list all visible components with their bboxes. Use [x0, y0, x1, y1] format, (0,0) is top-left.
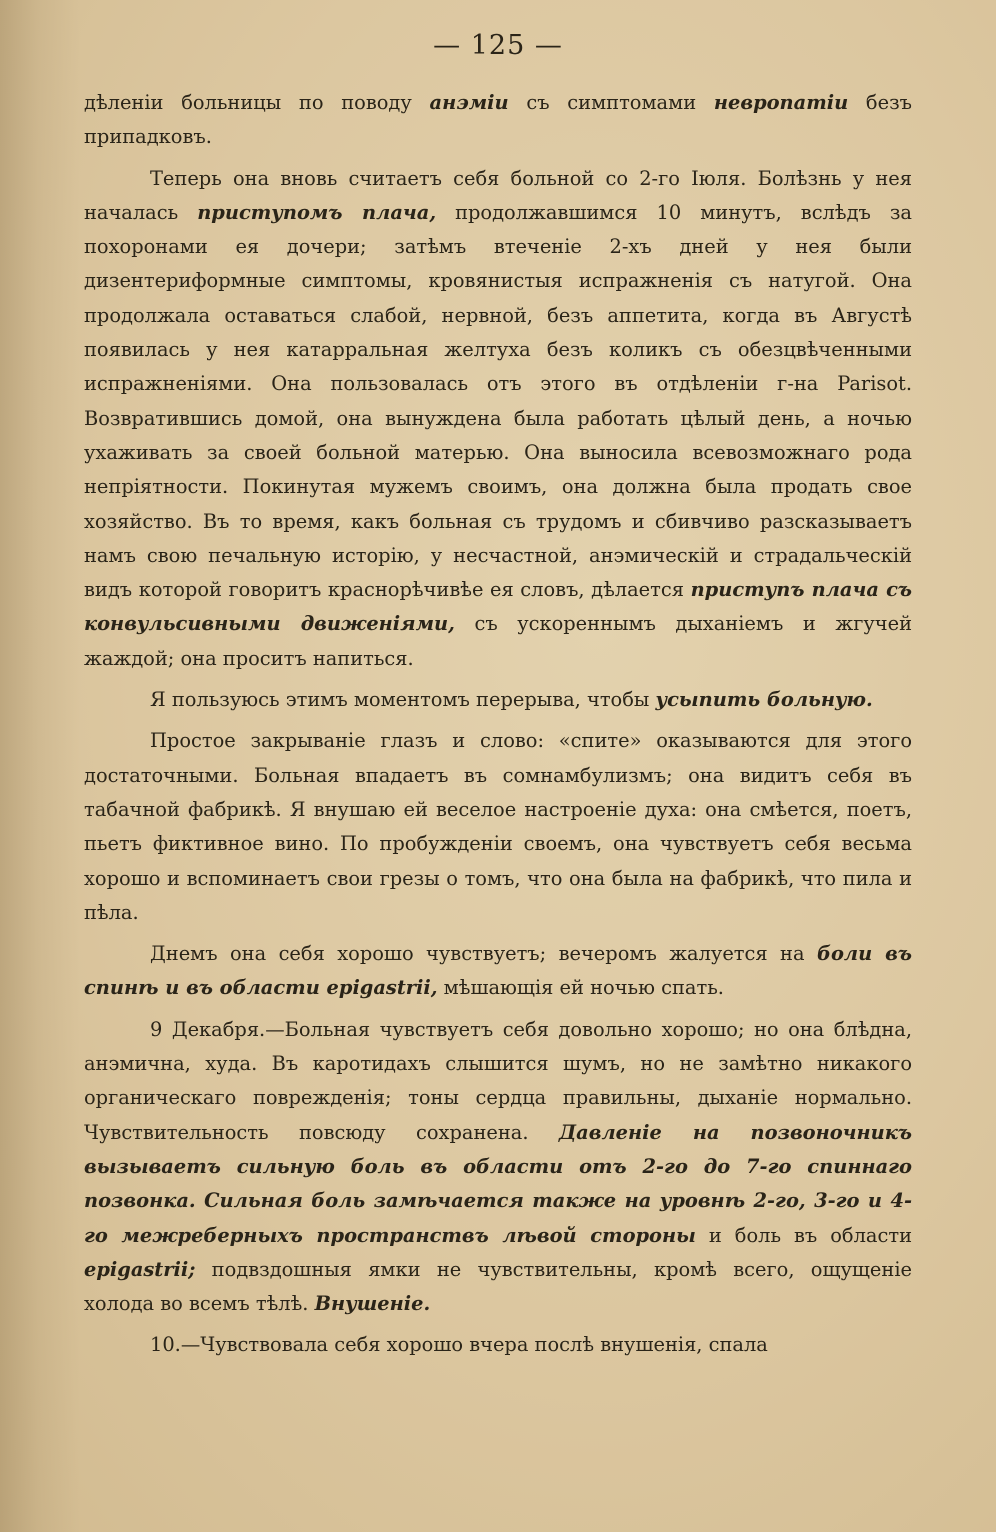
emphasis-text: приступъ плача съ конвульсивными движеніями,: [84, 578, 912, 636]
emphasis-text: боли въ спинѣ и въ области epigastrii,: [84, 942, 912, 1000]
text-run: Я пользуюсь этимъ моментомъ перерыва, чтобы: [150, 688, 656, 712]
text-run: безъ припадковъ.: [84, 91, 912, 149]
text-run: подвздошныя ямки не чувствительны, кромѣ всего, ощущеніе холода во всемъ тѣлѣ.: [84, 1257, 912, 1316]
paragraph: [84, 1328, 912, 1362]
emphasis-text: epigastrii;: [84, 1257, 196, 1281]
text-run: продолжавшимся 10 минутъ, вслѣдъ за похоронами ея дочери; затѣмъ втеченіе 2-хъ дней у нея были дизентериформные симптомы, кровянистыя испражненія съ натугой. Она продолжала оставаться слабой, нервной, безъ аппетита, когда въ Августѣ появилась у нея катарральная желтуха безъ коликъ съ обезцвѣченными испражненіями. Она пользовалась отъ этого въ отдѣленіи г-на Parisot. Возвратившись домой, она вынуждена была работать цѣлый день, а ночью ухаживать за своей больной матерью. Она выносила всевозможнаго рода непріятности. Покинутая мужемъ своимъ, она должна была продать свое хозяйство. Въ то время, какъ больная съ трудомъ и сбивчиво разсказываетъ намъ свою печальную исторію, у несчастной, анэмическій и страдальческій видъ которой говоритъ краснорѣчивѣе ея словъ, дѣлается: [84, 200, 912, 602]
body-text: [84, 86, 912, 1363]
paragraph: [84, 724, 912, 930]
text-run: Теперь она вновь считаетъ себя больной со 2-го Іюля. Болѣзнь у нея началась: [84, 166, 912, 224]
emphasis-text: приступомъ плача,: [197, 200, 437, 224]
paragraph: [84, 86, 912, 155]
emphasis-text: невропатіи: [713, 91, 849, 114]
text-run: съ ускореннымъ дыханіемъ и жгучей жаждой; она проситъ напиться.: [84, 612, 912, 670]
page-number: — 125 —: [433, 30, 563, 61]
emphasis-text: Давленіе на позвоночникъ вызываетъ сильную боль въ области отъ 2-го до 7-го спиннаго позвонка. Сильная боль замѣчается также на уровнѣ 2-го, 3-го и 4-го межреберныхъ пространствъ лѣвой стороны: [84, 1120, 912, 1247]
text-run: мѣшающія ей ночью спать.: [437, 976, 724, 1000]
paragraph: [84, 162, 912, 676]
paragraph: [84, 1013, 912, 1322]
emphasis-text: анэміи: [429, 91, 509, 114]
text-run: съ симптомами: [508, 91, 714, 114]
text-run: дѣленіи больницы по поводу: [84, 91, 430, 114]
paragraph: [84, 937, 912, 1006]
paragraph: [84, 683, 912, 717]
emphasis-text: Внушеніе.: [314, 1292, 431, 1316]
emphasis-text: усыпить больную.: [655, 688, 873, 712]
text-run: 9 Декабря.—Больная чувствуетъ себя довольно хорошо; но она блѣдна, анэмична, худа. Въ каротидахъ слышится шумъ, но не замѣтно никакого органическаго поврежденія; тоны сердца правильны, дыханіе нормально. Чувствительность повсюду сохранена.: [84, 1017, 912, 1144]
text-run: 10.—Чувствовала себя хорошо вчера послѣ внушенія, спала: [150, 1333, 768, 1357]
text-run: Днемъ она себя хорошо чувствуетъ; вечеромъ жалуется на: [150, 942, 817, 966]
text-run: и боль въ области: [695, 1223, 912, 1247]
text-run: Простое закрываніе глазъ и слово: «спите» оказываются для этого достаточными. Больная впадаетъ въ сомнамбулизмъ; она видитъ себя въ табачной фабрикѣ. Я внушаю ей веселое настроеніе духа: она смѣется, поетъ, пьетъ фиктивное вино. По пробужденіи своемъ, она чувствуетъ себя весьма хорошо и вспоминаетъ свои грезы о томъ, что она была на фабрикѣ, что пила и пѣла.: [84, 729, 912, 924]
